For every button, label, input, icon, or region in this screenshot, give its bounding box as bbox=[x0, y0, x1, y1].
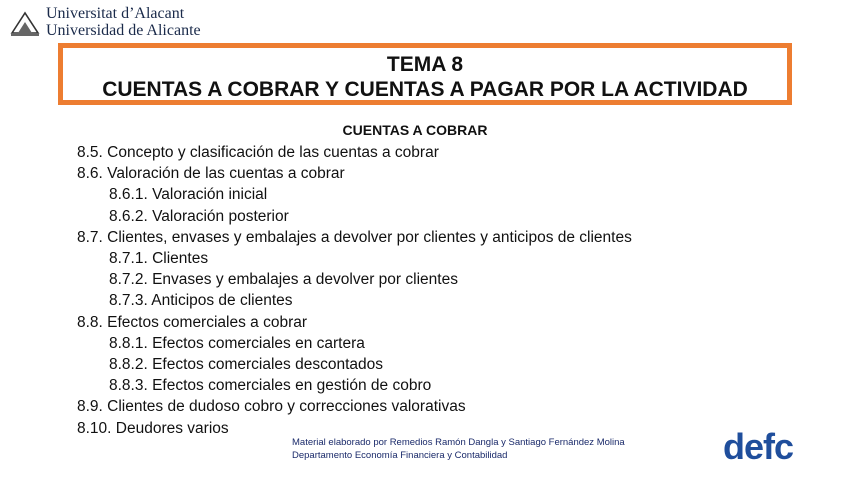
university-name bbox=[46, 5, 201, 39]
university-name-line1: Universitat d’Alacant bbox=[46, 5, 185, 22]
footer-department: Departamento Economía Financiera y Contabilidad bbox=[292, 450, 508, 461]
outline-subitem: 8.7.1. Clientes bbox=[109, 250, 209, 268]
university-logo bbox=[8, 5, 208, 41]
university-name-line2: Universidad de Alicante bbox=[46, 22, 201, 39]
outline-subitem: 8.6.2. Valoración posterior bbox=[109, 207, 289, 225]
title-line1: TEMA 8 bbox=[386, 53, 464, 76]
footer-credits bbox=[292, 436, 625, 462]
outline-subitem: 8.7.2. Envases y embalajes a devolver por clientes bbox=[109, 271, 458, 289]
outline-subitem: 8.8.1. Efectos comerciales en cartera bbox=[109, 334, 365, 352]
defc-logo-text: defc bbox=[722, 430, 794, 466]
outline-subitem: 8.7.3. Anticipos de clientes bbox=[109, 292, 293, 310]
outline-item: 8.7. Clientes, envases y embalajes a devolver por clientes y anticipos de clientes bbox=[77, 228, 632, 246]
outline-item: 8.10. Deudores varios bbox=[77, 419, 229, 437]
outline-subitem: 8.6.1. Valoración inicial bbox=[109, 186, 268, 204]
outline-item: 8.8. Efectos comerciales a cobrar bbox=[77, 313, 308, 331]
section-heading: CUENTAS A COBRAR bbox=[342, 122, 488, 138]
university-emblem-icon bbox=[10, 7, 40, 37]
title-line2: CUENTAS A COBRAR Y CUENTAS A PAGAR POR LA ACTIVIDAD bbox=[102, 78, 748, 101]
title-box bbox=[58, 43, 792, 105]
footer-authors: Material elaborado por Remedios Ramón Dangla y Santiago Fernández Molina bbox=[292, 437, 625, 448]
outline-subitem: 8.8.2. Efectos comerciales descontados bbox=[109, 356, 383, 374]
outline-subitem: 8.8.3. Efectos comerciales en gestión de cobro bbox=[109, 377, 432, 395]
topic-outline bbox=[77, 142, 757, 439]
outline-item: 8.9. Clientes de dudoso cobro y correcciones valorativas bbox=[77, 398, 466, 416]
defc-logo-icon bbox=[706, 430, 810, 466]
outline-item: 8.6. Valoración de las cuentas a cobrar bbox=[77, 165, 345, 183]
outline-item: 8.5. Concepto y clasificación de las cuentas a cobrar bbox=[77, 144, 439, 161]
